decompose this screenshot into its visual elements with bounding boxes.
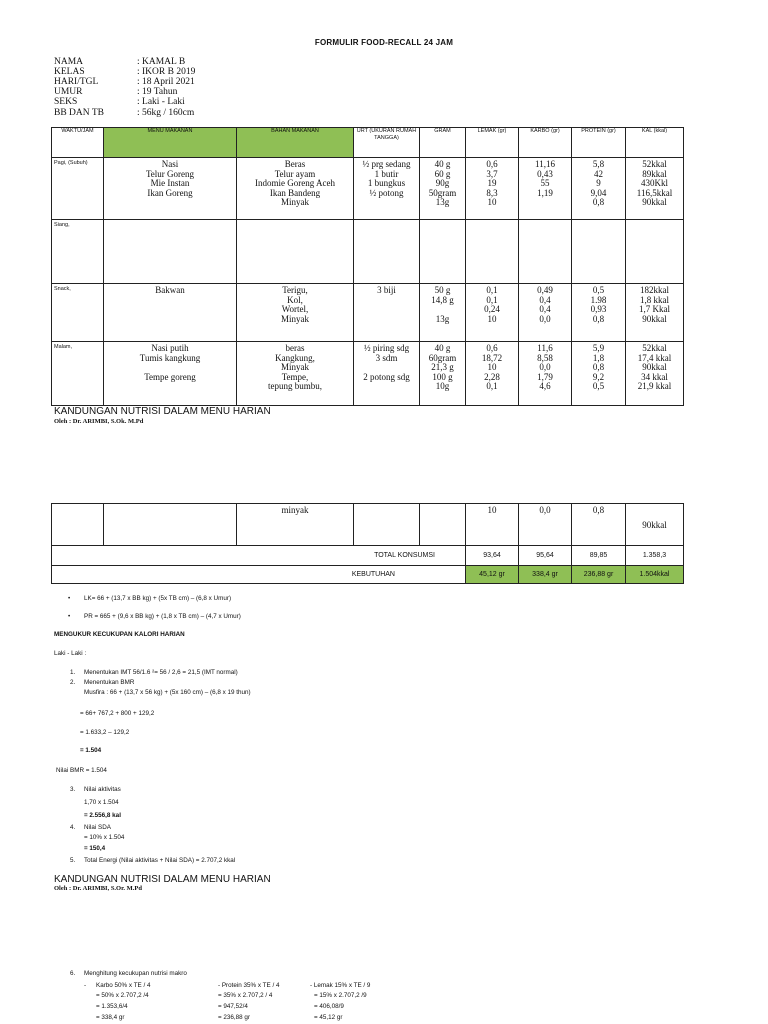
totals-table [51, 503, 684, 584]
gram-cell [420, 220, 466, 284]
kal-item: 90kkal [642, 197, 667, 208]
kal-cell [626, 284, 684, 342]
step-imt: Menentukan IMT 56/1.6 ²= 56 / 2,6 = 21,5 (IMT normal) [84, 669, 238, 676]
lemak-cell [466, 220, 519, 284]
karbo-item: 55 [540, 178, 550, 189]
gram-item: 40 g [434, 343, 451, 353]
bahan-item: minyak [281, 505, 309, 515]
urt-item: 1 butir [374, 168, 399, 179]
macro-protein-line: - Protein 35% x TE / 4 [218, 982, 280, 989]
lemak-cell [466, 284, 519, 342]
step-number: 6. [70, 970, 76, 977]
protein-item: 5,9 [592, 343, 605, 353]
bahan-cell [237, 220, 354, 284]
bullet-dash: - [84, 982, 87, 989]
macro-protein-line: = 236,88 gr [218, 1014, 251, 1021]
protein-item: 0,8 [592, 197, 605, 208]
karbo-item: 8,58 [537, 352, 553, 363]
karbo-item: 0,0 [539, 362, 551, 373]
gram-cell [420, 342, 466, 406]
urt-item: ½ prg sedang [362, 159, 411, 169]
menu-item: Nasi [161, 159, 179, 169]
lemak-item: 0,1 [486, 294, 498, 305]
karbo-item: 1,19 [537, 187, 553, 198]
identity-value: : Laki - Laki [137, 97, 185, 107]
protein-item: 1.98 [590, 294, 607, 305]
bahan-item: Terigu, [282, 285, 308, 295]
header-gram: GRAM [420, 128, 466, 158]
identity-value: : 19 Tahun [137, 87, 178, 97]
kal-item: 430Kkl [641, 178, 668, 189]
lemak-cell [466, 342, 519, 406]
header-lemak: LEMAK (gr) [466, 128, 519, 158]
kal-cell [626, 158, 684, 220]
karbo-item: 0,4 [539, 304, 551, 315]
section-title: KANDUNGAN NUTRISI DALAM MENU HARIAN [54, 406, 271, 417]
gram-item: 50gram [428, 187, 457, 198]
bahan-item: Beras [284, 159, 306, 169]
menu-cell [104, 504, 237, 546]
menu-item: Nasi putih [151, 343, 189, 353]
lemak-item: 0,6 [486, 343, 498, 353]
macro-lemak-line: - Lemak 15% x TE / 9 [310, 982, 371, 989]
karbo-item: 4,6 [539, 381, 551, 392]
table-row-snack [52, 284, 684, 342]
kal-item: 90kkal [642, 362, 667, 373]
protein-item: 42 [594, 168, 603, 179]
macro-protein-line: = 947,52/4 [218, 1003, 248, 1010]
menu-item: Bakwan [155, 285, 185, 295]
gram-item: 13g [435, 313, 450, 324]
bahan-item: Minyak [281, 313, 309, 324]
identity-label: HARI/TGL [54, 77, 99, 87]
bahan-cell [237, 158, 354, 220]
kal-cell [626, 342, 684, 406]
lemak-item: 3,7 [486, 168, 498, 179]
protein-item: 9,2 [592, 371, 605, 382]
step-bmr: Menentukan BMR [84, 679, 135, 686]
sda-result: = 150,4 [84, 845, 106, 852]
section-title: KANDUNGAN NUTRISI DALAM MENU HARIAN [54, 874, 271, 885]
macro-karbo-line: = 50% x 2.707,2 /4 [96, 992, 149, 999]
total-label: TOTAL KONSUMSI [52, 546, 466, 566]
total-lemak: 93,64 [466, 546, 519, 566]
bahan-item: Kangkung, [275, 352, 315, 363]
need-karbo: 338,4 gr [519, 566, 572, 584]
step-number: 5. [70, 857, 76, 864]
karbo-item: 0,43 [537, 168, 553, 179]
menu-cell [104, 284, 237, 342]
kal-item: 1,7 Kkal [639, 304, 670, 315]
identity-value: : 18 April 2021 [137, 77, 195, 87]
protein-cell [572, 284, 626, 342]
urt-item: 3 sdm [375, 352, 398, 363]
step-activity: Nilai aktivitas [84, 786, 121, 793]
bmr-formula: Musfira : 66 + (13,7 x 56 kg) + (5x 160 cm) – (6,8 x 19 thun) [84, 689, 251, 696]
kal-item: 89kkal [642, 168, 667, 179]
protein-item: 1,8 [592, 352, 605, 363]
lemak-item: 0,6 [486, 159, 498, 169]
header-urt: URT (UKURAN RUMAH TANGGA) [354, 128, 420, 158]
menu-cell [104, 158, 237, 220]
bahan-item: Wortel, [281, 304, 309, 315]
lemak-item: 0,1 [486, 285, 498, 295]
gram-item: 40 g [434, 159, 451, 169]
urt-item: 3 biji [377, 285, 396, 295]
urt-cell [354, 284, 420, 342]
kal-item: 21,9 kkal [637, 381, 672, 392]
header-menu: MENU MAKANAN [104, 128, 237, 158]
protein-item: 0,5 [592, 285, 605, 295]
gram-item: 60 g [434, 168, 451, 179]
activity-result: = 2.556,8 kal [84, 812, 121, 819]
identity-label: SEKS [54, 97, 78, 107]
urt-cell [354, 158, 420, 220]
kal-item: 34 kkal [641, 371, 668, 382]
total-kal: 1.358,3 [626, 546, 684, 566]
section-author: Oleh : Dr. ARIMBI, S.Ok. M.Pd [54, 418, 144, 425]
protein-cell [572, 504, 626, 546]
time-cell: Snack, [52, 284, 104, 342]
bahan-item: Tempe, [281, 371, 309, 382]
protein-item: 5,8 [592, 159, 605, 169]
urt-item: ½ piring sdg [363, 343, 410, 353]
protein-cell [572, 342, 626, 406]
gram-item: 90g [435, 178, 450, 189]
menu-item: Ikan Goreng [147, 187, 193, 198]
macro-protein-line: = 35% x 2.707,2 / 4 [218, 992, 273, 999]
lemak-item: 0,24 [484, 304, 500, 315]
gram-item: 14,8 g [431, 294, 454, 305]
time-cell: Siang, [52, 220, 104, 284]
lemak-cell [466, 504, 519, 546]
bahan-cell [237, 342, 354, 406]
macro-karbo-line: = 338,4 gr [96, 1014, 125, 1021]
total-row [52, 546, 684, 566]
bahan-item: tepung bumbu, [268, 381, 322, 392]
gram-item: 50 g [434, 285, 451, 295]
total-protein: 89,85 [572, 546, 626, 566]
karbo-item: 11,16 [535, 159, 555, 169]
time-cell [52, 504, 104, 546]
bmr-line: = 1.633,2 – 129,2 [80, 729, 130, 736]
macro-karbo-line: = 1.353,6/4 [96, 1003, 128, 1010]
total-karbo: 95,64 [519, 546, 572, 566]
step-number: 1. [70, 669, 76, 676]
urt-item: 1 bungkus [367, 178, 406, 189]
protein-item: 0,5 [592, 381, 605, 392]
formula-male: LK= 66 + (13,7 x BB kg) + (5x TB cm) – (6,8 x Umur) [84, 595, 232, 602]
step-number: 3. [70, 786, 76, 793]
bmr-result: = 1.504 [80, 747, 102, 754]
need-row [52, 566, 684, 584]
protein-cell [572, 158, 626, 220]
karbo-item: 0,49 [537, 285, 553, 295]
table-row-siang [52, 220, 684, 284]
identity-value: : KAMAL B [137, 57, 186, 67]
header-protein: PROTEIN (gr) [572, 128, 626, 158]
kal-item: 1,8 kkal [640, 294, 669, 305]
lemak-item: 10 [487, 362, 497, 373]
protein-item: 0,8 [592, 505, 605, 515]
urt-item: ½ potong [369, 187, 404, 198]
gram-item: 21,3 g [431, 362, 454, 373]
kal-item: 17,4 kkal [637, 352, 672, 363]
urt-cell [354, 504, 420, 546]
lemak-item: 10 [487, 505, 497, 515]
bahan-item: beras [285, 343, 305, 353]
kal-item: 90kkal [642, 519, 667, 530]
bahan-item: Telur ayam [274, 168, 316, 179]
bullet-icon: • [68, 595, 71, 602]
protein-item: 0,93 [590, 304, 607, 315]
formula-female: PR = 665 + (9,6 x BB kg) + (1,8 x TB cm) – (4,7 x Umur) [84, 613, 241, 620]
urt-cell [354, 342, 420, 406]
kal-cell [626, 504, 684, 546]
urt-cell [354, 220, 420, 284]
need-protein: 236,88 gr [572, 566, 626, 584]
kal-item: 90kkal [642, 313, 667, 324]
calc-title: MENGUKUR KECUKUPAN KALORI HARIAN [54, 631, 185, 638]
step-sda: Nilai SDA [84, 824, 111, 831]
karbo-cell [519, 158, 572, 220]
kal-item: 52kkal [642, 343, 667, 353]
kal-cell [626, 220, 684, 284]
kal-item: 182kkal [640, 285, 669, 295]
karbo-cell [519, 220, 572, 284]
identity-label: NAMA [54, 57, 84, 67]
protein-item: 0,8 [592, 362, 605, 373]
lemak-item: 10 [487, 197, 497, 208]
time-cell: Pagi, (Subuh) [52, 158, 104, 220]
karbo-cell [519, 284, 572, 342]
header-kal: KAL (kkal) [626, 128, 684, 158]
continuation-row [52, 504, 684, 546]
bahan-item: Minyak [281, 362, 309, 373]
table-row-malam [52, 342, 684, 406]
gram-cell [420, 504, 466, 546]
protein-item: 9,04 [590, 187, 607, 198]
lemak-item: 10 [487, 313, 497, 324]
menu-item: Tempe goreng [144, 371, 196, 382]
macro-lemak-line: = 45,12 gr [314, 1014, 343, 1021]
need-label: KEBUTUHAN [52, 566, 466, 584]
karbo-item: 0,0 [539, 505, 551, 515]
identity-label: KELAS [54, 67, 85, 77]
need-kal: 1.504kkal [626, 566, 684, 584]
protein-item: 9 [596, 178, 601, 189]
bahan-cell [237, 504, 354, 546]
activity-line: 1,70 x 1.504 [84, 799, 119, 806]
macro-lemak-line: = 406,08/9 [314, 1003, 344, 1010]
protein-cell [572, 220, 626, 284]
menu-cell [104, 342, 237, 406]
lemak-item: 18,72 [481, 352, 503, 363]
identity-label: UMUR [54, 87, 83, 97]
lemak-item: 2,28 [484, 371, 500, 382]
document-title: FORMULIR FOOD-RECALL 24 JAM [314, 38, 454, 47]
kal-item: 52kkal [642, 159, 667, 169]
food-recall-table [51, 127, 684, 406]
protein-item: 0,8 [592, 313, 605, 324]
lemak-cell [466, 158, 519, 220]
bahan-item: Kol, [287, 294, 303, 305]
step-number: 4. [70, 824, 76, 831]
lemak-item: 19 [487, 178, 497, 189]
bmr-line: = 66+ 767,2 + 800 + 129,2 [80, 710, 155, 717]
time-cell: Malam, [52, 342, 104, 406]
bahan-item: Ikan Bandeng [269, 187, 321, 198]
karbo-cell [519, 342, 572, 406]
identity-value: : 56kg / 160cm [137, 108, 195, 118]
need-lemak: 45,12 gr [466, 566, 519, 584]
gram-cell [420, 158, 466, 220]
macro-karbo-line: Karbo 50% x TE / 4 [96, 982, 151, 989]
bahan-item: Minyak [281, 197, 309, 208]
gram-cell [420, 284, 466, 342]
bmr-value: Nilai BMR = 1.504 [56, 767, 107, 774]
header-karbo: KARBO (gr) [519, 128, 572, 158]
menu-item: Tumis kangkung [139, 352, 201, 363]
section-author: Oleh : Dr. ARIMBI, S.Or. M.Pd [54, 885, 142, 892]
urt-item: 2 potong sdg [363, 371, 410, 382]
header-bahan: BAHAN MAKANAN [237, 128, 354, 158]
karbo-item: 11,6 [537, 343, 553, 353]
bahan-cell [237, 284, 354, 342]
menu-item: Mie Instan [150, 178, 190, 189]
table-row-pagi [52, 158, 684, 220]
header-waktu: WAKTU/JAM [52, 128, 104, 158]
step-total-energy: Total Energi (Nilai aktivitas + Nilai SDA) = 2.707,2 kkal [84, 857, 236, 864]
macro-lemak-line: = 15% x 2.707,2 /9 [314, 992, 367, 999]
menu-item: Telur Goreng [145, 168, 195, 179]
karbo-item: 0,4 [539, 294, 551, 305]
calc-gender: Laki - Laki : [54, 650, 87, 657]
gram-item: 13g [435, 197, 450, 208]
lemak-item: 0,1 [486, 381, 498, 392]
bullet-icon: • [68, 613, 71, 620]
sda-line: = 10% x 1.504 [84, 834, 125, 841]
identity-label: BB DAN TB [54, 108, 104, 118]
step-number: 2. [70, 679, 76, 686]
gram-item: 10g [435, 381, 450, 392]
gram-item: 60gram [428, 352, 457, 363]
kal-item: 116,5kkal [636, 187, 673, 198]
gram-item: 100 g [432, 371, 453, 382]
bahan-item: Indomie Goreng Aceh [255, 178, 335, 189]
karbo-cell [519, 504, 572, 546]
karbo-item: 0,0 [539, 313, 551, 324]
identity-value: : IKOR B 2019 [137, 67, 196, 77]
table-header-row [52, 128, 684, 158]
karbo-item: 1,79 [537, 371, 553, 382]
menu-cell [104, 220, 237, 284]
step-macro: Menghitung kecukupan nutrisi makro [84, 970, 187, 977]
lemak-item: 8,3 [486, 187, 498, 198]
